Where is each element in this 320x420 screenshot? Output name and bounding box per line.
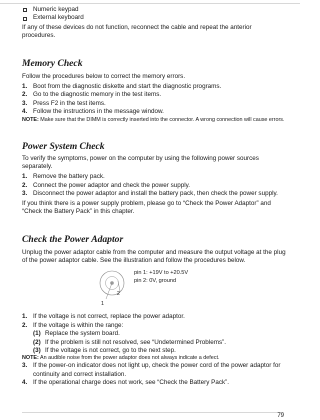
memory-steps bbox=[22, 83, 286, 117]
diagram-number-1: 1 bbox=[101, 301, 104, 308]
adaptor-steps bbox=[22, 313, 286, 355]
list-item: External keyboard bbox=[22, 14, 286, 22]
page-footer bbox=[0, 412, 300, 420]
step-item: 2. Connect the power adaptor and check the power supply. bbox=[22, 181, 191, 189]
memory-intro: Follow the procedures below to correct the memory errors. bbox=[22, 72, 186, 80]
memory-check-heading: Memory Check bbox=[22, 57, 83, 69]
pin-2-label: pin 2: 0V, ground bbox=[134, 278, 177, 285]
footer-rule bbox=[22, 412, 284, 413]
step-item: 1. Remove the battery pack. bbox=[22, 173, 105, 181]
adaptor-note: NOTE: An audible noise from the power adaptor does not always indicate a defect. bbox=[22, 355, 220, 362]
checkbox-bullet-icon bbox=[23, 8, 27, 12]
header-rule bbox=[0, 3, 300, 4]
power-adaptor-heading: Check the Power Adaptor bbox=[22, 233, 124, 245]
power-steps bbox=[22, 173, 286, 198]
substep-item: (3) If the voltage is not correct, go to the next step. bbox=[33, 346, 176, 354]
step-item: 2. Go to the diagnostic memory in the test items. bbox=[22, 91, 162, 99]
document-page bbox=[22, 6, 286, 388]
adaptor-plug-diagram bbox=[22, 269, 286, 309]
power-system-heading: Power System Check bbox=[22, 140, 105, 152]
checkbox-bullet-icon bbox=[23, 17, 27, 21]
pin-1-leader-line bbox=[106, 283, 112, 299]
adaptor-steps-continued bbox=[22, 362, 286, 387]
device-bullet-list bbox=[22, 6, 286, 23]
adaptor-intro: Unplug the power adaptor cable from the computer and measure the output voltage at the plug of the power adaptor cable. See the illustration and follow the procedures below. bbox=[22, 248, 286, 264]
step-item: 1. Boot from the diagnostic diskette and start the diagnostic programs. bbox=[22, 83, 222, 91]
intro-paragraph: If any of these devices do not function, reconnect the cable and repeat the anterior procedures. bbox=[22, 23, 252, 40]
power-intro: To verify the symptoms, power on the computer by using the following power sources separately. bbox=[22, 154, 259, 171]
step-item: 3. If the power-on indicator does not light up, check the power cord of the power adaptor for continuity and correct installation. bbox=[22, 362, 281, 378]
step-item: 2. If the voltage is within the range: bbox=[22, 321, 124, 329]
step-item: 4. Follow the instructions in the message window. bbox=[22, 108, 164, 116]
diagram-number-2: 2 bbox=[117, 291, 120, 298]
step-item: 3. Press F2 in the test items. bbox=[22, 99, 106, 107]
power-closing: If you think there is a power supply problem, please go to “Check the Power Adaptor” and “Check the Battery Pack” in this chapter. bbox=[22, 199, 271, 216]
pin-1-label: pin 1: +19V to +20.5V bbox=[134, 270, 189, 277]
memory-note: NOTE: Make sure that the DIMM is correctly inserted into the connector. A wrong connection will cause errors. bbox=[22, 116, 285, 123]
step-item: 4. If the operational charge does not work, see “Check the Battery Pack”. bbox=[22, 379, 230, 387]
substep-item: (1) Replace the system board. bbox=[33, 330, 120, 338]
list-item: Numeric keypad bbox=[22, 6, 286, 14]
page-number: 79 bbox=[277, 413, 284, 419]
step-item: 3. Disconnect the power adaptor and install the battery pack, then check the power supply. bbox=[22, 190, 278, 198]
substep-item: (2) If the problem is still not resolved, see “Undetermined Problems”. bbox=[33, 338, 226, 346]
pin-2-leader-line bbox=[118, 281, 120, 291]
step-item: 1. If the voltage is not correct, replace the power adaptor. bbox=[22, 313, 185, 321]
